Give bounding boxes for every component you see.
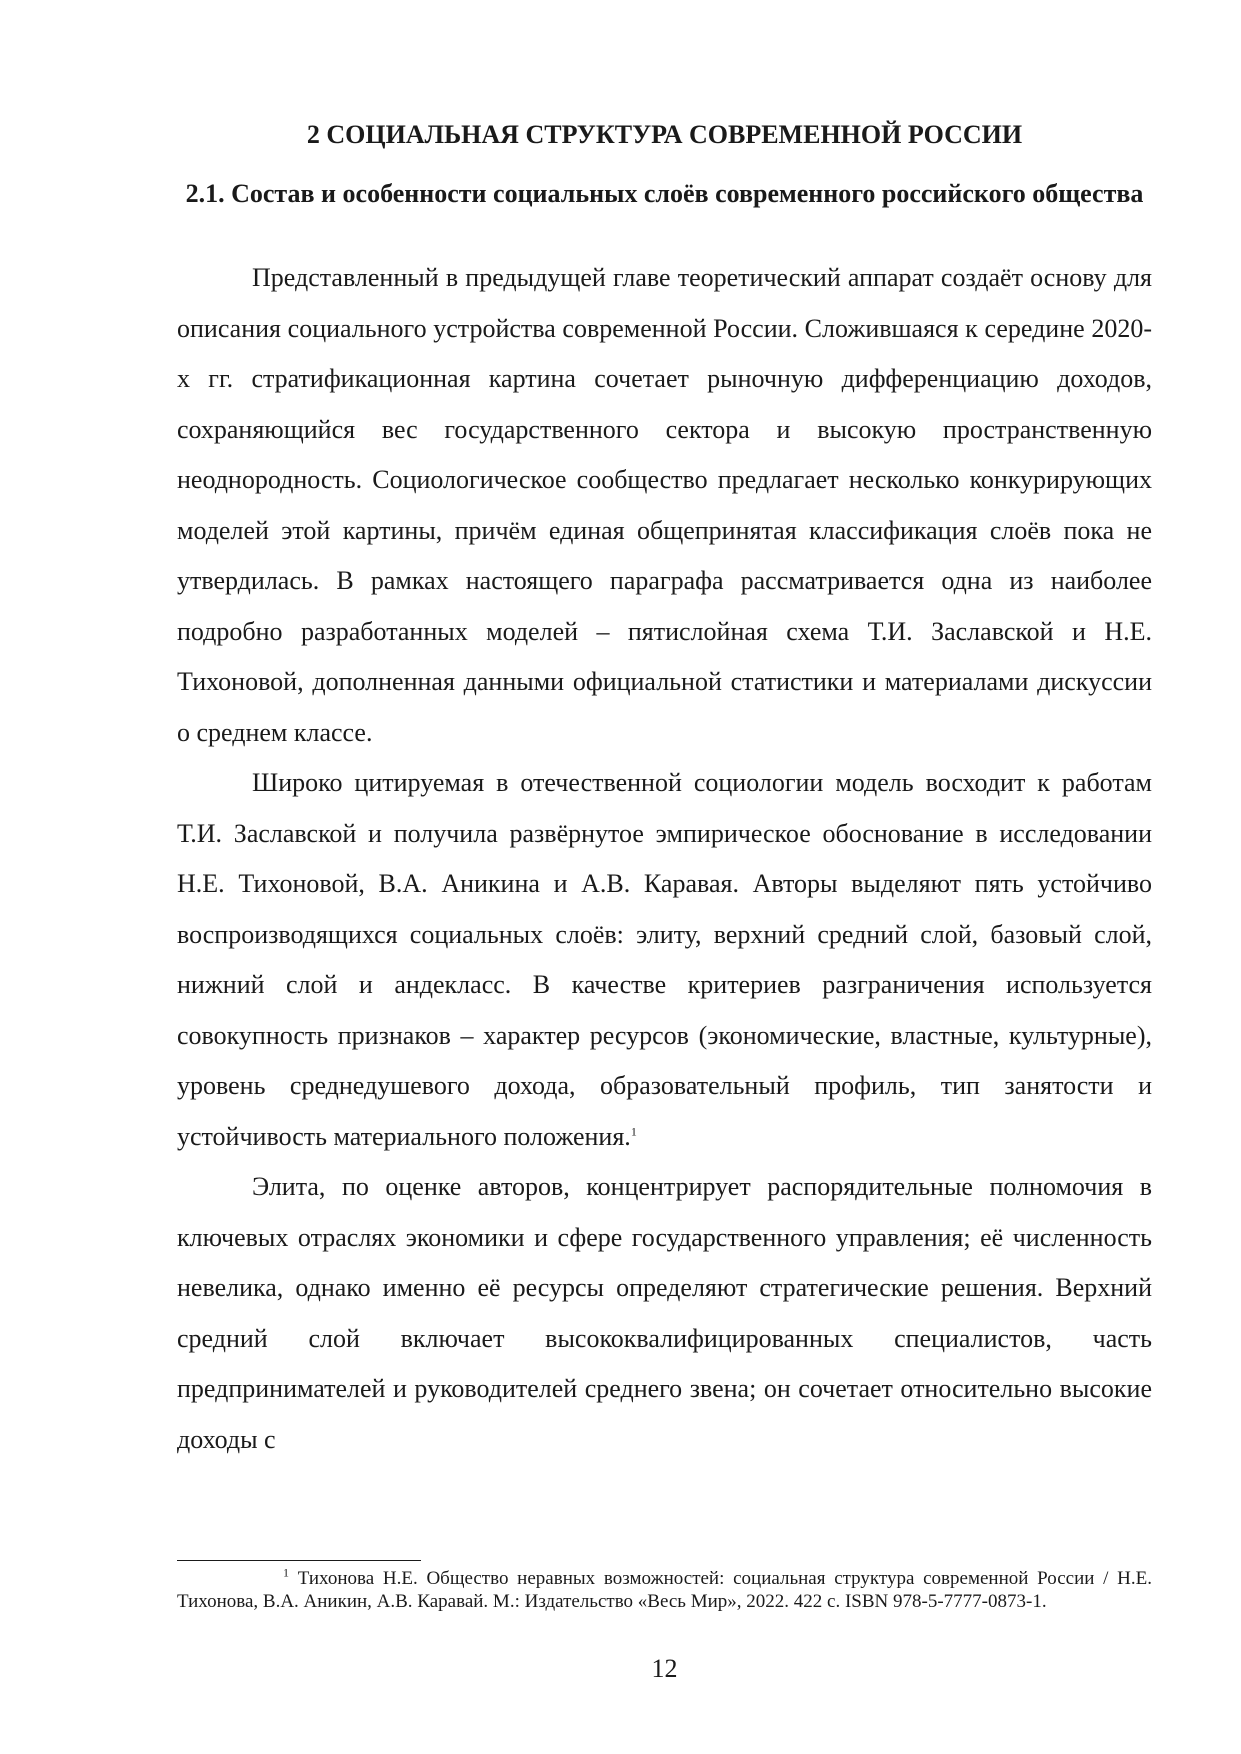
paragraph: Представленный в предыдущей главе теоретический аппарат создаёт основу для описания социального устройства современной России. Сложившаяся к середине 2020-х гг. стратификационная картина сочетает рыночную дифференциацию доходов, сохраняющийся вес государственного сектора и высокую пространственную неоднородность. Социологическое сообщество предлагает несколько конкурирующих моделей этой картины, причём единая общепринятая классификация слоёв пока не утвердилась. В рамках настоящего параграфа рассматривается одна из наиболее подробно разработанных моделей – пятислойная схема Т.И. Заславской и Н.Е. Тихоновой, дополненная данными официальной статистики и материалами дискуссии о среднем классе. bbox=[177, 263, 1152, 747]
paragraph-text: Широко цитируемая в отечественной социологии модель восходит к работам Т.И. Заславской и получила развёрнутое эмпирическое обоснование в исследовании Н.Е. Тихоновой, В.А. Аникина и А.В. Каравая. Авторы выделяют пять устойчиво воспроизводящихся социальных слоёв: элиту, верхний средний слой, базовый слой, нижний слой и андекласс. В качестве критериев разграничения используется совокупность признаков – характер ресурсов (экономические, властные, культурные), уровень среднедушевого дохода, образовательный профиль, тип занятости и устойчивость материального положения. bbox=[177, 768, 1152, 1151]
footnote-reference[interactable]: 1 bbox=[630, 1123, 637, 1138]
footnote-separator bbox=[177, 1560, 421, 1561]
chapter-title: 2 СОЦИАЛЬНАЯ СТРУКТУРА СОВРЕМЕННОЙ РОССИИ bbox=[306, 120, 1023, 149]
section-title: 2.1. Состав и особенности социальных слоёв современного российского общества bbox=[185, 179, 1144, 208]
document-page bbox=[177, 0, 1152, 1754]
body-text bbox=[177, 253, 1152, 1465]
footnote bbox=[177, 1567, 1152, 1613]
footnote-number: 1 bbox=[283, 1565, 289, 1580]
footnote-text: Тихонова Н.Е. Общество неравных возможностей: социальная структура современной России / Н.Е. Тихонова, В.А. Аникин, А.В. Каравай. М.: Издательство «Весь Мир», 2022. 422 с. ISBN 978-5-7777-0873-1. bbox=[177, 1568, 1153, 1612]
paragraph: Элита, по оценке авторов, концентрирует распорядительные полномочия в ключевых отраслях экономики и сфере государственного управления; её численность невелика, однако именно её ресурсы определяют стратегические решения. Верхний средний слой включает высококвалифицированных специалистов, часть предпринимателей и руководителей среднего звена; он сочетает относительно высокие доходы с bbox=[177, 1172, 1152, 1454]
paragraph bbox=[177, 758, 1152, 1162]
page-number: 12 bbox=[651, 1654, 678, 1683]
